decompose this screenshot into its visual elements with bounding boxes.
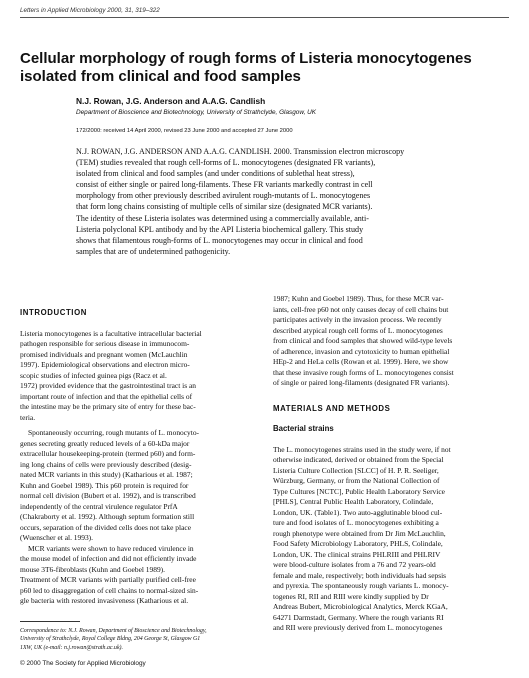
text-line: Würzburg, Germany, or from the National Collection of: [273, 476, 440, 485]
text-line: promised individuals and pregnant women (McLauchlin: [20, 349, 188, 359]
abstract-line: N.J. ROWAN, J.G. ANDERSON AND A.A.G. CANDLISH. 2000. Transmission electron microscopy: [76, 147, 405, 156]
text-line: London, UK. (Table1). Two auto-agglutinable blood cul-: [273, 507, 443, 517]
text-line: Listeria Culture Collection [SLCC] of H. P. R. Seeliger,: [273, 465, 439, 475]
text-line: independently of the central virulence regulator PrfA: [20, 501, 178, 511]
text-line: p60 led to disaggregation of cell chains to normal-sized sin-: [20, 585, 199, 595]
abstract-line: consist of either single or paired long-filaments. These FR variants markedly contrast in cell: [76, 180, 373, 190]
right-column: [273, 294, 513, 634]
text-line: MCR variants were shown to have reduced virulence in: [28, 543, 194, 553]
text-line: ing long chains of cells were previously described (desig-: [20, 459, 192, 469]
methods-paragraph-1: [273, 445, 513, 634]
section-heading-introduction: INTRODUCTION: [20, 308, 87, 317]
intro-paragraph-3: [20, 544, 260, 607]
intro-paragraph-1: [20, 329, 260, 424]
text-line: female and male, respectively; both individuals had sepsis: [273, 570, 447, 580]
text-line: of single or paired long-filaments (designated FR variants).: [273, 378, 450, 387]
footnote-line: University of Strathclyde, Royal College Bldng, 204 George St, Glasgow G1: [20, 636, 201, 643]
text-line: occurs, separation of the divided cells does not take place: [20, 522, 192, 532]
text-line: participates actively in the invasion process. We recently: [273, 315, 442, 324]
text-line: Listeria monocytogenes is a facultative intracellular bacterial: [20, 328, 202, 338]
text-line: ture and food isolates of L. monocytogenes exhibiting a: [273, 518, 439, 527]
text-line: nated MCR variants in this study) (Katharious et al. 1987;: [20, 470, 193, 479]
authors: N.J. Rowan, J.G. Anderson and A.A.G. Candlish: [76, 96, 266, 106]
text-line: 1987; Kuhn and Goebel 1989). Thus, for these MCR var-: [273, 294, 444, 303]
text-line: Andreas Bubert, Microbiological Analytics, Merck KGaA,: [273, 602, 448, 611]
section-heading-materials-methods: MATERIALS AND METHODS: [273, 403, 391, 413]
text-line: rough phenotype were obtained from Dr Jim McLauchlin,: [273, 528, 446, 538]
running-head: Letters in Applied Microbiology 2000, 31, 319–322: [20, 7, 160, 14]
text-line: Treatment of MCR variants with partially purified cell-free: [20, 575, 196, 584]
footnote-line: 1XW, UK (e-mail: n.j.rowan@strath.ac.uk).: [20, 644, 123, 651]
affiliation: Department of Bioscience and Biotechnology, University of Strathclyde, Glasgow, UK: [76, 109, 317, 116]
abstract-line: The identity of these Listeria isolates was determined using a commercially available, anti-: [76, 213, 369, 223]
text-line: the intestine may be the primary site of entry for these bac-: [20, 402, 196, 411]
abstract-line: shows that filamentous rough-forms of L. monocytogenes may occur in clinical and food: [76, 235, 363, 245]
header-rule: [20, 17, 509, 18]
text-line: (Chakraborty et al. 1992). Although septum formation still: [20, 512, 195, 521]
received-dates: 172/2000: received 14 April 2000, revised 23 June 2000 and accepted 27 June 2000: [76, 128, 293, 134]
abstract-line: (TEM) studies revealed that rough cell-forms of L. monocytogenes (designated FR variants),: [76, 158, 376, 168]
text-line: genes secreting greatly reduced levels of a 60-kDa major: [20, 438, 190, 448]
text-line: mouse 3T6-fibroblasts (Kuhn and Goebel 1989).: [20, 564, 166, 574]
text-line: otherwise indicated, derived or obtained from the Special: [273, 455, 444, 464]
text-line: togenes RI, RII and RIII were kindly supplied by Dr: [273, 591, 429, 601]
text-line: and RII were previously derived from L. monocytogenes: [273, 623, 443, 632]
text-line: iants, cell-free p60 not only causes decay of cell chains but: [273, 304, 449, 314]
text-line: extracellular housekeeping-protein (termed p60) and form-: [20, 449, 196, 458]
text-line: pathogen responsible for serious disease in immunocom-: [20, 339, 190, 348]
abstract-line: samples that are of undetermined pathogenicity.: [76, 246, 231, 256]
left-column: [20, 308, 260, 607]
text-line: 64271 Darmstadt, Germany. Where the rough variants RI: [273, 612, 444, 622]
text-line: (Wuenscher et al. 1993).: [20, 533, 94, 542]
text-line: important route of infection and that the epithelial cells of: [20, 391, 193, 401]
abstract: [76, 146, 516, 257]
text-line: and pyrexia. The spontaneously rough variants L. monocy-: [273, 581, 449, 590]
text-line: gle bacteria with restored invasiveness (Katharious et al.: [20, 596, 189, 605]
intro-paragraph-4: [273, 294, 513, 389]
text-line: 1997). Epidemiological observations and electron micro-: [20, 360, 190, 369]
text-line: Kuhn and Goebel 1989). This p60 protein is required for: [20, 480, 189, 490]
text-line: were blood-culture isolates from a 76 and 72 years-old: [273, 560, 436, 569]
text-line: HEp-2 and HeLa cells (Rowan et al. 1999). Here, we show: [273, 357, 449, 366]
abstract-line: that form long chains consisting of multiple cells of similar size (designated MCR variants).: [76, 202, 373, 212]
intro-paragraph-2: [20, 428, 260, 544]
text-line: Food Safety Microbiology Laboratory, PHLS, Colindale,: [273, 539, 443, 548]
text-line: normal cell division (Bubert et al. 1992), and is transcribed: [20, 491, 196, 500]
text-line: [PHLS], Central Public Health Laboratory, Colindale,: [273, 497, 434, 506]
text-line: the mouse model of infection and did not efficiently invade: [20, 554, 197, 563]
footnote-rule: [20, 621, 80, 622]
abstract-line: Listeria polyclonal KPL antibody and by the API Listeria biochemical gallery. This study: [76, 224, 364, 234]
subsection-heading-bacterial-strains: Bacterial strains: [273, 424, 334, 433]
text-line: teria.: [20, 412, 36, 422]
abstract-line: isolated from clinical and food samples (and under conditions of sublethal heat stress),: [76, 169, 355, 179]
correspondence-footnote: [20, 627, 265, 652]
text-line: London, UK. The clinical strains PHLRIII and PHLRIV: [273, 549, 441, 559]
text-line: The L. monocytogenes strains used in the study were, if not: [273, 444, 451, 454]
footnote-line: Correspondence to: N.J. Rowan, Department of Bioscience and Biotechnology,: [20, 628, 207, 634]
text-line: Spontaneously occurring, rough mutants of L. monocyto-: [28, 428, 200, 437]
text-line: 1972) provided evidence that the gastrointestinal tract is an: [20, 381, 196, 390]
text-line: from clinical and food samples that showed wild-type levels: [273, 336, 453, 345]
text-line: that these invasive rough forms of L. monocytogenes consist: [273, 367, 454, 377]
text-line: scopic studies of infected guinea pigs (Racz et al.: [20, 370, 167, 380]
copyright-notice: © 2000 The Society for Applied Microbiology: [20, 660, 146, 667]
text-line: described atypical rough cell forms of L. monocytogenes: [273, 325, 443, 335]
text-line: Type Cultures [NCTC], Public Health Laboratory Service: [273, 486, 445, 496]
abstract-line: morphology from other previously described avirulent rough-mutants of L. monocytogenes: [76, 191, 371, 201]
article-title: Cellular morphology of rough forms of Listeria monocytogenes isolated from clinical and food samples: [20, 50, 472, 85]
text-line: of adherence, invasion and cytotoxicity to human epithelial: [273, 346, 450, 356]
